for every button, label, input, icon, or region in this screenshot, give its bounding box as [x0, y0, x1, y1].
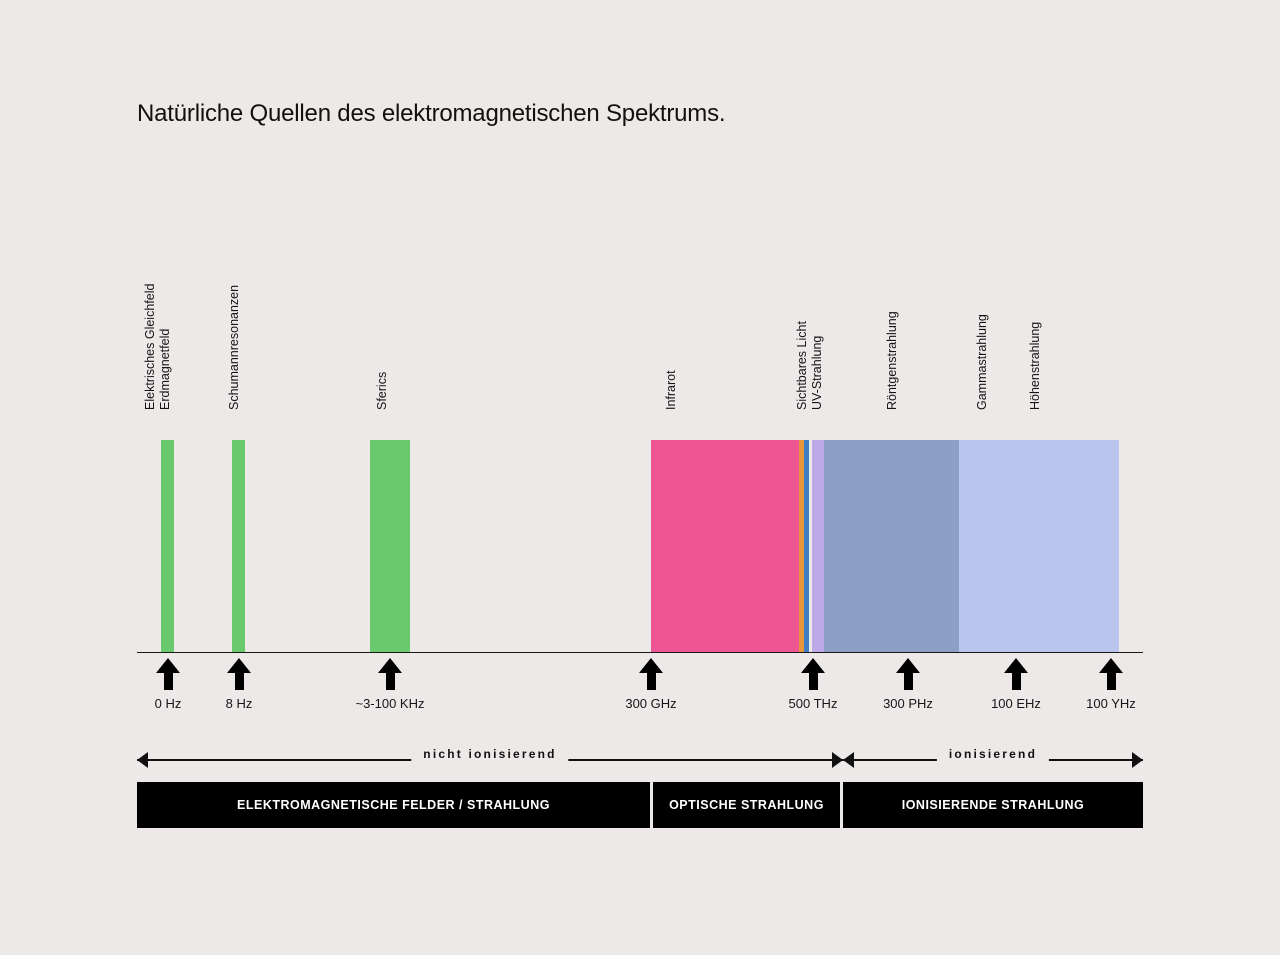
tick-label-300ghz: 300 GHz [625, 696, 677, 711]
range-nicht-ionisierend [137, 747, 843, 768]
arrow-up-icon [156, 658, 180, 690]
label-uv-strahlung: UV-Strahlung [810, 335, 824, 410]
band-gammastrahlung [959, 440, 1119, 652]
tick-label-500thz: 500 THz [788, 696, 838, 711]
tick-300ghz [591, 658, 711, 711]
arrow-up-icon [896, 658, 920, 690]
band-uv-strahlung [812, 440, 824, 652]
range-ionisierend [843, 747, 1143, 768]
arrow-left-icon [137, 752, 148, 768]
label-infrarot: Infrarot [664, 370, 678, 410]
label-gammastrahlung: Gammastrahlung [975, 314, 989, 410]
x-axis-line [137, 652, 1143, 653]
band-infrarot [651, 440, 799, 652]
category-ionisierende-strahlung: IONISIERENDE STRAHLUNG [843, 782, 1143, 828]
arrow-up-icon [801, 658, 825, 690]
label-sferics: Sferics [375, 371, 389, 410]
arrow-up-icon [227, 658, 251, 690]
arrow-up-icon [378, 658, 402, 690]
arrow-right-icon [1132, 752, 1143, 768]
arrow-left-icon [843, 752, 854, 768]
tick-3-100khz [330, 658, 450, 711]
label-roentgenstrahlung: Röntgenstrahlung [885, 311, 899, 410]
band-schumannresonanzen [232, 440, 245, 652]
arrow-right-icon [832, 752, 843, 768]
plot-area [137, 240, 1143, 652]
label-sichtbares-licht: Sichtbares Licht [795, 321, 809, 410]
tick-300phz [848, 658, 968, 711]
tick-label-300phz: 300 PHz [883, 696, 933, 711]
range-label-ionisierend: ionisierend [937, 747, 1049, 761]
arrow-up-icon [1099, 658, 1123, 690]
category-optische-strahlung: OPTISCHE STRAHLUNG [653, 782, 840, 828]
tick-100yhz [1051, 658, 1171, 711]
label-erdmagnetfeld: Erdmagnetfeld [158, 328, 172, 410]
tick-label-0hz: 0 Hz [154, 696, 182, 711]
arrow-up-icon [1004, 658, 1028, 690]
band-sferics [370, 440, 410, 652]
tick-label-3-100khz: ~3-100 KHz [355, 696, 425, 711]
band-roentgenstrahlung [824, 440, 959, 652]
label-elektrisches-gleichfeld: Elektrisches Gleichfeld [143, 283, 157, 410]
arrow-up-icon [639, 658, 663, 690]
page-title: Natürliche Quellen des elektromagnetischen Spektrums. [137, 100, 726, 127]
band-elektrisches-gleichfeld [161, 440, 174, 652]
label-schumannresonanzen: Schumannresonanzen [227, 284, 241, 410]
tick-label-100yhz: 100 YHz [1086, 696, 1136, 711]
tick-8hz [179, 658, 299, 711]
band-sichtbares-licht [804, 440, 809, 652]
label-hoehenstrahlung: Höhenstrahlung [1028, 321, 1042, 410]
tick-label-100ehz: 100 EHz [991, 696, 1041, 711]
tick-label-8hz: 8 Hz [225, 696, 253, 711]
range-label-nicht-ionisierend: nicht ionisierend [411, 747, 568, 761]
category-elektromagnetische-felder: ELEKTROMAGNETISCHE FELDER / STRAHLUNG [137, 782, 650, 828]
